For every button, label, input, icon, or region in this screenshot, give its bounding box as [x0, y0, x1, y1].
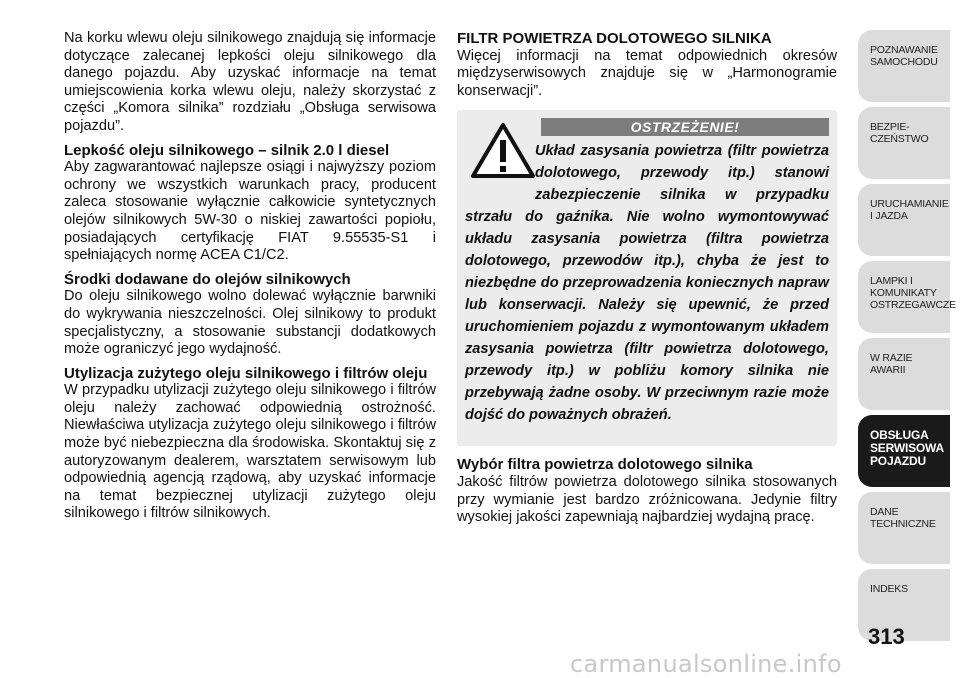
filter-choice-heading: Wybór filtra powietrza dolotowego silnika: [457, 456, 753, 474]
tab-awarii[interactable]: [858, 338, 950, 410]
warning-body: Układ zasysania powietrza (filtr powietrza dolotowego, przewody itp.) stanowi zabezpieczenie silnika w przypadku strzału do gaźnika. Nie wolno wymontowywać układu zasysania powietrza (filtra powietrza dolotowego, przewodów itp.), chyba że jest to niezbędne do przeprowadzenia koniecznych napraw lub konserwacji. Należy się upewnić, że przed uruchomieniem pojazdu z wymontowanym układem zasysania powietrza (filtr powietrza dolotowego, przewody itp.) w pobliżu komory silnika nie przebywają żadne osoby. W przeciwnym razie może dojść do poważnych obrażeń.: [465, 143, 829, 424]
air-filter-heading: FILTR POWIETRZA DOLOTOWEGO SILNIKA: [457, 30, 772, 47]
additives-heading: Środki dodawane do olejów silnikowych: [64, 270, 351, 288]
tab-lampki[interactable]: [858, 261, 956, 333]
intro-paragraph: Na korku wlewu oleju silnikowego znajdują się informacje dotyczące zalecanej lepkości oleju silnikowego dla danego pojazdu. Aby uzyskać informacje na temat umiejscowienia korka wlewu oleju, należy skorzystać z części „Komora silnika” rozdziału „Obsługa serwisowa pojazdu”.: [64, 30, 436, 134]
tab-bezpieczenstwo[interactable]: [858, 107, 950, 179]
tab-label: DANE TECHNICZNE: [870, 506, 936, 530]
tab-label: POZNAWANIE SAMOCHODU: [870, 44, 938, 68]
tab-label: OBSŁUGA SERWISOWA POJAZDU: [870, 428, 944, 468]
additives-paragraph: Do oleju silnikowego wolno dolewać wyłącznie barwniki do wykrywania nieszczelności. Olej silnikowy to produkt specjalistyczny, a stosowanie substancji dodatkowych może ograniczyć jego wydajność.: [64, 288, 436, 358]
warning-box: [457, 110, 837, 446]
page-number: 313: [868, 624, 905, 649]
warning-triangle-icon: [471, 122, 535, 178]
warning-text: [465, 140, 829, 426]
air-filter-paragraph: Więcej informacji na temat odpowiednich okresów międzyserwisowych znajduje się w „Harmonogramie konserwacji”.: [457, 47, 837, 99]
viscosity-paragraph: Aby zagwarantować najlepsze osiągi i najwyższy poziom ochrony we wszystkich warunkach pracy, producent zaleca stosowanie wyłącznie całkowicie syntetycznych olejów silnikowych 5W-30 o niskiej zawartości popiołu, posiadających certyfikację FIAT 9.55535-S1 i spełniających normę ACEA C1/C2.: [64, 159, 436, 264]
left-column: [64, 30, 436, 529]
tab-uruchamianie[interactable]: [858, 184, 950, 256]
disposal-heading: Utylizacja zużytego oleju silnikowego i filtrów oleju: [64, 364, 428, 382]
tab-label: BEZPIE- CZEŃSTWO: [870, 121, 929, 145]
tab-dane[interactable]: [858, 492, 950, 564]
right-column: [457, 30, 837, 533]
viscosity-heading: Lepkość oleju silnikowego – silnik 2.0 l diesel: [64, 141, 390, 159]
tab-label: LAMPKI I KOMUNIKATY OSTRZEGAWCZE: [870, 275, 956, 311]
tab-poznawanie[interactable]: [858, 30, 950, 102]
filter-choice-paragraph: Jakość filtrów powietrza dolotowego silnika stosowanych przy wymianie jest bardzo zróżnicowana. Jedynie filtry wysokiej jakości zapewniają najbardziej wydajną pracę.: [457, 473, 837, 526]
tab-label: W RAZIE AWARII: [870, 352, 913, 376]
tab-label: URUCHAMIANIE I JAZDA: [870, 198, 949, 222]
disposal-paragraph: W przypadku utylizacji zużytego oleju silnikowego i filtrów oleju należy zachować odpowiednią ostrożność. Niewłaściwa utylizacja zużytego oleju silnikowego i filtrów może być niebezpieczna dla środowiska. Skontaktuj się z autoryzowanym dealerem, warsztatem serwisowym lub odpowiednią agencją rządową, aby uzyskać informacje na temat bezpiecznej utylizacji zużytego oleju silnikowego i filtrów silnikowych.: [64, 382, 436, 522]
warning-title: OSTRZEŻENIE!: [541, 118, 829, 136]
tab-label: INDEKS: [870, 583, 908, 595]
chapter-tabs: [858, 30, 956, 646]
watermark: carmanualsonline.info: [570, 650, 842, 678]
tab-obsluga[interactable]: [858, 415, 950, 487]
